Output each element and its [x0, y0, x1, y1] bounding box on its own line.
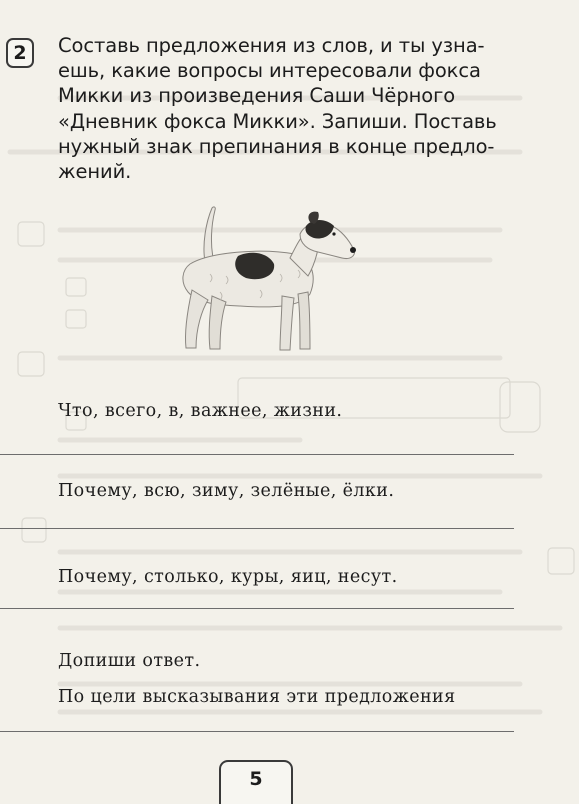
finish-answer-prompt: Допиши ответ.	[58, 651, 201, 671]
instruction-line: ешь, какие вопросы интересовали фокса	[58, 59, 481, 83]
instruction-line: «Дневник фокса Микки». Запиши. Поставь	[58, 109, 497, 133]
instruction-line: Составь предложения из слов, и ты узна-	[58, 34, 485, 57]
task-instruction	[58, 33, 514, 184]
task-number-badge: 2	[6, 38, 34, 68]
instruction-line: жений.	[58, 160, 132, 184]
page-number: 5	[219, 760, 293, 804]
answer-line[interactable]	[0, 528, 514, 529]
exercise-words: Что, всего, в, важнее, жизни.	[58, 401, 343, 421]
instruction-line: нужный знак препинания в конце предло-	[58, 134, 495, 158]
exercise-words: Почему, всю, зиму, зелёные, ёлки.	[58, 481, 395, 501]
answer-line[interactable]	[0, 731, 514, 732]
answer-line[interactable]	[0, 608, 514, 609]
answer-line[interactable]	[0, 454, 514, 455]
instruction-line: Микки из произведения Саши Чёрного	[58, 84, 456, 108]
finish-answer-sentence-start: По цели высказывания эти предложения	[58, 687, 456, 707]
fox-terrier-dog-illustration	[150, 204, 360, 354]
exercise-words: Почему, столько, куры, яиц, несут.	[58, 567, 398, 587]
